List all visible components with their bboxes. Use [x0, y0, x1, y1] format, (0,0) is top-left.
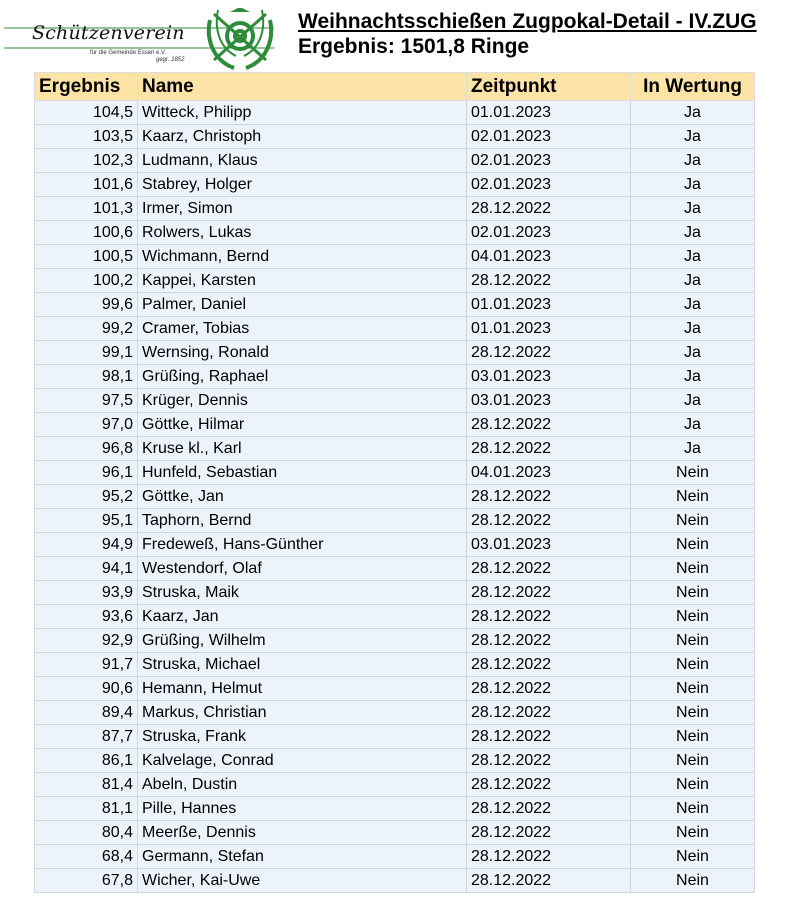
cell-name: Struska, Frank	[138, 725, 467, 749]
cell-zeitpunkt: 28.12.2022	[467, 845, 631, 869]
cell-zeitpunkt: 03.01.2023	[467, 533, 631, 557]
table-header-row	[35, 73, 755, 101]
cell-ergebnis: 97,5	[35, 389, 138, 413]
cell-ergebnis: 94,9	[35, 533, 138, 557]
cell-ergebnis: 80,4	[35, 821, 138, 845]
title-result: Ergebnis: 1501,8 Ringe	[298, 35, 530, 58]
cell-name: Palmer, Daniel	[138, 293, 467, 317]
cell-ergebnis: 93,9	[35, 581, 138, 605]
cell-zeitpunkt: 03.01.2023	[467, 389, 631, 413]
cell-name: Göttke, Jan	[138, 485, 467, 509]
cell-name: Hemann, Helmut	[138, 677, 467, 701]
cell-zeitpunkt: 01.01.2023	[467, 293, 631, 317]
table-row	[35, 653, 755, 677]
cell-ergebnis: 103,5	[35, 125, 138, 149]
cell-name: Kaarz, Jan	[138, 605, 467, 629]
table-row	[35, 605, 755, 629]
cell-name: Kappei, Karsten	[138, 269, 467, 293]
cell-in-wertung: Ja	[631, 413, 755, 437]
cell-zeitpunkt: 28.12.2022	[467, 269, 631, 293]
cell-zeitpunkt: 28.12.2022	[467, 581, 631, 605]
table-row	[35, 173, 755, 197]
cell-in-wertung: Nein	[631, 797, 755, 821]
cell-in-wertung: Nein	[631, 461, 755, 485]
cell-zeitpunkt: 28.12.2022	[467, 437, 631, 461]
table-row	[35, 797, 755, 821]
table-row	[35, 533, 755, 557]
cell-ergebnis: 100,2	[35, 269, 138, 293]
cell-ergebnis: 101,6	[35, 173, 138, 197]
cell-name: Wernsing, Ronald	[138, 341, 467, 365]
cell-in-wertung: Nein	[631, 629, 755, 653]
cell-zeitpunkt: 02.01.2023	[467, 125, 631, 149]
table-row	[35, 773, 755, 797]
cell-name: Abeln, Dustin	[138, 773, 467, 797]
table-row	[35, 509, 755, 533]
cell-in-wertung: Ja	[631, 125, 755, 149]
cell-in-wertung: Nein	[631, 533, 755, 557]
cell-in-wertung: Nein	[631, 581, 755, 605]
cell-zeitpunkt: 28.12.2022	[467, 821, 631, 845]
cell-name: Pille, Hannes	[138, 797, 467, 821]
cell-ergebnis: 68,4	[35, 845, 138, 869]
cell-name: Wichmann, Bernd	[138, 245, 467, 269]
cell-zeitpunkt: 02.01.2023	[467, 221, 631, 245]
table-row	[35, 413, 755, 437]
cell-zeitpunkt: 28.12.2022	[467, 197, 631, 221]
logo-founded: gegr. 1852	[156, 57, 185, 63]
cell-zeitpunkt: 28.12.2022	[467, 797, 631, 821]
cell-zeitpunkt: 02.01.2023	[467, 149, 631, 173]
page-title	[298, 9, 757, 59]
cell-ergebnis: 91,7	[35, 653, 138, 677]
cell-in-wertung: Nein	[631, 869, 755, 893]
cell-ergebnis: 99,1	[35, 341, 138, 365]
cell-zeitpunkt: 28.12.2022	[467, 557, 631, 581]
cell-in-wertung: Ja	[631, 269, 755, 293]
table-row	[35, 749, 755, 773]
cell-ergebnis: 99,6	[35, 293, 138, 317]
table-row	[35, 245, 755, 269]
cell-name: Fredeweß, Hans-Günther	[138, 533, 467, 557]
cell-in-wertung: Nein	[631, 605, 755, 629]
cell-in-wertung: Ja	[631, 149, 755, 173]
title-main: Weihnachtsschießen Zugpokal-Detail - IV.ZUG	[298, 10, 757, 33]
cell-name: Kaarz, Christoph	[138, 125, 467, 149]
cell-name: Witteck, Philipp	[138, 101, 467, 125]
table-row	[35, 725, 755, 749]
cell-ergebnis: 87,7	[35, 725, 138, 749]
page-header	[0, 0, 812, 72]
table-row	[35, 149, 755, 173]
cell-ergebnis: 96,1	[35, 461, 138, 485]
cell-name: Ludmann, Klaus	[138, 149, 467, 173]
table-row	[35, 629, 755, 653]
table-row	[35, 269, 755, 293]
cell-ergebnis: 100,5	[35, 245, 138, 269]
cell-name: Rolwers, Lukas	[138, 221, 467, 245]
header-zeitpunkt: Zeitpunkt	[467, 73, 631, 101]
cell-ergebnis: 99,2	[35, 317, 138, 341]
cell-zeitpunkt: 28.12.2022	[467, 701, 631, 725]
cell-zeitpunkt: 04.01.2023	[467, 245, 631, 269]
header-in-wertung: In Wertung	[631, 73, 755, 101]
cell-name: Westendorf, Olaf	[138, 557, 467, 581]
cell-name: Struska, Maik	[138, 581, 467, 605]
cell-ergebnis: 96,8	[35, 437, 138, 461]
table-row	[35, 101, 755, 125]
cell-ergebnis: 90,6	[35, 677, 138, 701]
table-row	[35, 845, 755, 869]
cell-name: Germann, Stefan	[138, 845, 467, 869]
cell-zeitpunkt: 28.12.2022	[467, 725, 631, 749]
cell-in-wertung: Nein	[631, 725, 755, 749]
cell-in-wertung: Nein	[631, 773, 755, 797]
cell-zeitpunkt: 01.01.2023	[467, 101, 631, 125]
cell-ergebnis: 81,4	[35, 773, 138, 797]
cell-in-wertung: Nein	[631, 509, 755, 533]
cell-in-wertung: Ja	[631, 317, 755, 341]
cell-zeitpunkt: 28.12.2022	[467, 629, 631, 653]
table-row	[35, 341, 755, 365]
cell-in-wertung: Ja	[631, 245, 755, 269]
cell-name: Krüger, Dennis	[138, 389, 467, 413]
cell-zeitpunkt: 28.12.2022	[467, 869, 631, 893]
header-ergebnis: Ergebnis	[35, 73, 138, 101]
cell-in-wertung: Nein	[631, 821, 755, 845]
cell-name: Wicher, Kai-Uwe	[138, 869, 467, 893]
cell-name: Irmer, Simon	[138, 197, 467, 221]
table-row	[35, 581, 755, 605]
cell-name: Grüßing, Wilhelm	[138, 629, 467, 653]
cell-ergebnis: 95,2	[35, 485, 138, 509]
cell-ergebnis: 94,1	[35, 557, 138, 581]
cell-in-wertung: Ja	[631, 341, 755, 365]
cell-name: Kruse kl., Karl	[138, 437, 467, 461]
table-body	[35, 101, 755, 893]
table-row	[35, 461, 755, 485]
cell-ergebnis: 93,6	[35, 605, 138, 629]
table-row	[35, 317, 755, 341]
cell-zeitpunkt: 28.12.2022	[467, 509, 631, 533]
cell-zeitpunkt: 01.01.2023	[467, 317, 631, 341]
cell-in-wertung: Ja	[631, 365, 755, 389]
cell-zeitpunkt: 28.12.2022	[467, 773, 631, 797]
cell-ergebnis: 89,4	[35, 701, 138, 725]
cell-ergebnis: 104,5	[35, 101, 138, 125]
table-row	[35, 701, 755, 725]
table-row	[35, 293, 755, 317]
cell-name: Struska, Michael	[138, 653, 467, 677]
cell-in-wertung: Nein	[631, 557, 755, 581]
logo-subtitle: für die Gemeinde Essen e.V.	[90, 50, 167, 56]
table-row	[35, 389, 755, 413]
cell-in-wertung: Ja	[631, 389, 755, 413]
cell-in-wertung: Ja	[631, 437, 755, 461]
cell-in-wertung: Nein	[631, 701, 755, 725]
cell-name: Stabrey, Holger	[138, 173, 467, 197]
table-row	[35, 557, 755, 581]
table-row	[35, 125, 755, 149]
cell-ergebnis: 86,1	[35, 749, 138, 773]
cell-zeitpunkt: 28.12.2022	[467, 413, 631, 437]
cell-ergebnis: 92,9	[35, 629, 138, 653]
cell-in-wertung: Nein	[631, 749, 755, 773]
cell-zeitpunkt: 28.12.2022	[467, 485, 631, 509]
cell-in-wertung: Nein	[631, 845, 755, 869]
cell-in-wertung: Ja	[631, 221, 755, 245]
cell-in-wertung: Nein	[631, 653, 755, 677]
results-table	[34, 72, 755, 893]
cell-name: Markus, Christian	[138, 701, 467, 725]
cell-zeitpunkt: 28.12.2022	[467, 605, 631, 629]
cell-ergebnis: 95,1	[35, 509, 138, 533]
cell-name: Hunfeld, Sebastian	[138, 461, 467, 485]
cell-name: Meerße, Dennis	[138, 821, 467, 845]
cell-ergebnis: 102,3	[35, 149, 138, 173]
cell-name: Göttke, Hilmar	[138, 413, 467, 437]
cell-zeitpunkt: 03.01.2023	[467, 365, 631, 389]
cell-ergebnis: 100,6	[35, 221, 138, 245]
table-row	[35, 677, 755, 701]
cell-in-wertung: Nein	[631, 677, 755, 701]
table-row	[35, 365, 755, 389]
table-row	[35, 821, 755, 845]
cell-ergebnis: 101,3	[35, 197, 138, 221]
table-row	[35, 485, 755, 509]
cell-in-wertung: Ja	[631, 293, 755, 317]
cell-name: Grüßing, Raphael	[138, 365, 467, 389]
cell-name: Cramer, Tobias	[138, 317, 467, 341]
cell-ergebnis: 97,0	[35, 413, 138, 437]
table-row	[35, 869, 755, 893]
cell-in-wertung: Ja	[631, 173, 755, 197]
cell-ergebnis: 81,1	[35, 797, 138, 821]
header-name: Name	[138, 73, 467, 101]
logo-title: Schützenverein	[32, 22, 185, 44]
table-row	[35, 221, 755, 245]
cell-zeitpunkt: 28.12.2022	[467, 341, 631, 365]
cell-zeitpunkt: 28.12.2022	[467, 677, 631, 701]
table-row	[35, 197, 755, 221]
cell-in-wertung: Ja	[631, 197, 755, 221]
cell-zeitpunkt: 02.01.2023	[467, 173, 631, 197]
cell-in-wertung: Nein	[631, 485, 755, 509]
cell-ergebnis: 98,1	[35, 365, 138, 389]
table-row	[35, 437, 755, 461]
club-logo	[4, 8, 276, 70]
cell-zeitpunkt: 04.01.2023	[467, 461, 631, 485]
cell-zeitpunkt: 28.12.2022	[467, 749, 631, 773]
cell-ergebnis: 67,8	[35, 869, 138, 893]
cell-name: Taphorn, Bernd	[138, 509, 467, 533]
cell-in-wertung: Ja	[631, 101, 755, 125]
cell-name: Kalvelage, Conrad	[138, 749, 467, 773]
cell-zeitpunkt: 28.12.2022	[467, 653, 631, 677]
